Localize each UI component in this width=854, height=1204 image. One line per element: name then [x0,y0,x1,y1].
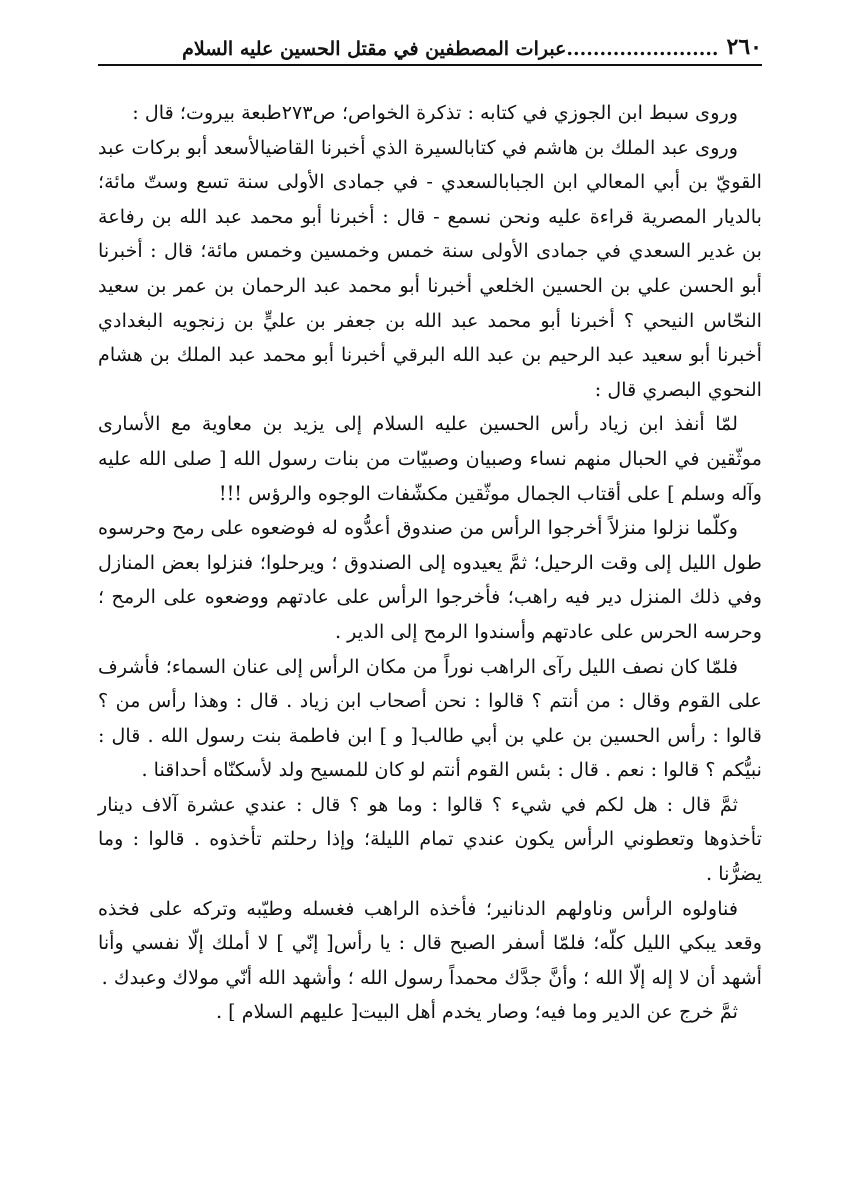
paragraph: فناولوه الرأس وناولهم الدنانير؛ فأخذه الراهب فغسله وطيّبه وتركه على فخذه وقعد يبكي الليل كلّه؛ فلمّا أسفر الصبح قال : يا رأس[ إنّي ] لا أملك إلّا نفسي وأنا أشهد أن لا إله إلّا الله ؛ وأنَّ جدَّك محمداً رسول الله ؛ وأشهد الله أنّي مولاك وعبدك . [98,896,762,989]
header-rule [98,64,762,66]
paragraph: لمّا أنفذ ابن زياد رأس الحسين عليه السلام إلى يزيد بن معاوية مع الأسارى موثّقين في الحبال منهم نساء وصبيان وصبيّات من بنات رسول الله [ صلى الله عليه وآله وسلم ] على أقتاب الجمال موثّقين مكشّفات الوجوه والرؤس !!! [98,412,762,505]
body-text [98,96,762,1030]
paragraph: فلمّا كان نصف الليل رآى الراهب نوراً من مكان الرأس إلى عنان السماء؛ فأشرف على القوم وقال : من أنتم ؟ قالوا : نحن أصحاب ابن زياد . قال : وهذا رأس من ؟ قالوا : رأس الحسين بن علي بن أبي طالب[ و ] ابن فاطمة بنت رسول الله . قال : نبيُّكم ؟ قالوا : نعم . قال : بئس القوم أنتم لو كان للمسيح ولد لأسكنّاه أحداقنا . [98,654,762,782]
paragraph: وكلّما نزلوا منزلاً أخرجوا الرأس من صندوق أعدُّوه له فوضعوه على رمح وحرسوه طول الليل إلى وقت الرحيل؛ ثمَّ يعيدوه إلى الصندوق ؛ ويرحلوا؛ فنزلوا بعض المنازل وفي ذلك المنزل دير فيه راهب؛ فأخرجوا الرأس على عادتهم ووضعوه على الرمح ؛ وحرسه الحرس على عادتهم وأسندوا الرمح إلى الدير . [98,516,762,643]
page-header [98,28,762,60]
paragraph: وروى سبط ابن الجوزي في كتابه : تذكرة الخواص؛ ص٢٧٣طبعة بيروت؛ قال : [132,101,738,124]
running-title: عبرات المصطفين في مقتل الحسين عليه السلام [182,38,567,60]
paragraph: ثمَّ خرج عن الدير وما فيه؛ وصار يخدم أهل البيت[ عليهم السلام ] . [215,1000,738,1024]
header-dots: ....................... [566,38,719,60]
paragraph: ثمَّ قال : هل لكم في شيء ؟ قالوا : وما هو ؟ قال : عندي عشرة آلاف دينار تأخذوها وتعطوني الرأس يكون عندي تمام الليلة؛ وإذا رحلتم تأخذوه . قالوا : وما يضرُّنا . [98,792,762,886]
paragraph: وروى عبد الملك بن هاشم في كتابالسيرة الذي أخبرنا القاضيالأسعد أبو بركات عبد القويّ بن أبي المعالي ابن الجبابالسعدي - في جمادى الأولى سنة تسع وستّ مائة؛ بالديار المصرية قراءة عليه ونحن نسمع - قال : أخبرنا أبو محمد عبد الله بن رفاعة بن غدير السعدي في جمادى الأولى سنة خمس وخمسين وخمس مائة؛ قال : أخبرنا أبو الحسن علي بن الحسين الخلعي أخبرنا أبو محمد عبد الرحمان بن عمر بن سعيد النحّاس النيحي ؟ أخبرنا أبو محمد عبد الله بن جعفر بن عليٍّ بن زنجويه البغدادي أخبرنا أبو سعيد عبد الرحيم بن عبد الله البرقي أخبرنا أبو محمد عبد الملك بن هشام النحوي البصري قال : [98,135,762,401]
page-number: ٢٦٠ [726,34,762,60]
